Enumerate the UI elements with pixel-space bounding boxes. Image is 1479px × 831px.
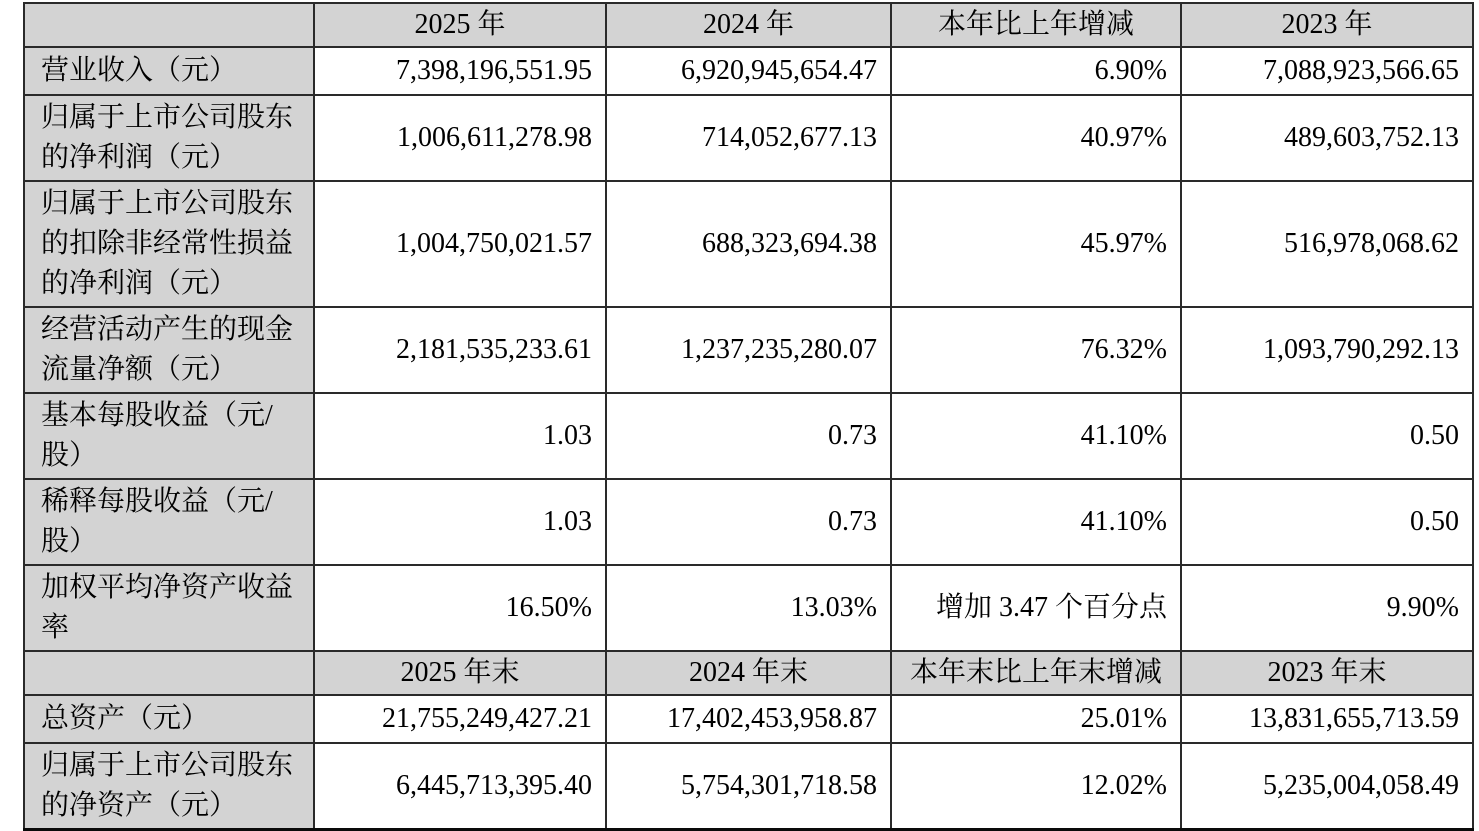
cell-value: 0.50 [1181,479,1473,565]
cell-value: 714,052,677.13 [606,95,891,181]
cell-value: 1,093,790,292.13 [1181,307,1473,393]
row-label: 归属于上市公司股东的净资产（元） [24,743,314,830]
cell-value: 1,006,611,278.98 [314,95,606,181]
row-label: 归属于上市公司股东的净利润（元） [24,95,314,181]
cell-value: 16.50% [314,565,606,651]
cell-value: 增加 3.47 个百分点 [891,565,1181,651]
row-label: 归属于上市公司股东的扣除非经常性损益的净利润（元） [24,181,314,307]
cell-value: 0.50 [1181,393,1473,479]
header-corner-cell [24,651,314,695]
cell-value: 1.03 [314,479,606,565]
column-header-2023: 2023 年 [1181,3,1473,47]
table-row-net-assets [24,743,1473,830]
cell-value: 45.97% [891,181,1181,307]
cell-value: 12.02% [891,743,1181,830]
column-header-2025-yearend: 2025 年末 [314,651,606,695]
table-row-net-profit [24,95,1473,181]
table-row-net-profit-excl-nonrecurring [24,181,1473,307]
table-header-row-annual [24,3,1473,47]
cell-value: 0.73 [606,393,891,479]
cell-value: 1.03 [314,393,606,479]
header-corner-cell [24,3,314,47]
table-row-diluted-eps [24,479,1473,565]
column-header-yearend-change: 本年末比上年末增减 [891,651,1181,695]
cell-value: 5,235,004,058.49 [1181,743,1473,830]
cell-value: 17,402,453,958.87 [606,695,891,743]
cell-value: 40.97% [891,95,1181,181]
table-row-weighted-avg-roe [24,565,1473,651]
row-label: 总资产（元） [24,695,314,743]
cell-value: 7,088,923,566.65 [1181,47,1473,95]
table-row-revenue [24,47,1473,95]
row-label: 营业收入（元） [24,47,314,95]
cell-value: 2,181,535,233.61 [314,307,606,393]
cell-value: 5,754,301,718.58 [606,743,891,830]
cell-value: 13,831,655,713.59 [1181,695,1473,743]
cell-value: 41.10% [891,479,1181,565]
cell-value: 6.90% [891,47,1181,95]
cell-value: 76.32% [891,307,1181,393]
cell-value: 489,603,752.13 [1181,95,1473,181]
column-header-2024: 2024 年 [606,3,891,47]
cell-value: 0.73 [606,479,891,565]
row-label: 基本每股收益（元/股） [24,393,314,479]
cell-value: 6,920,945,654.47 [606,47,891,95]
cell-value: 41.10% [891,393,1181,479]
column-header-2023-yearend: 2023 年末 [1181,651,1473,695]
cell-value: 1,237,235,280.07 [606,307,891,393]
financial-summary-table [23,2,1474,831]
row-label: 经营活动产生的现金流量净额（元） [24,307,314,393]
cell-value: 516,978,068.62 [1181,181,1473,307]
cell-value: 9.90% [1181,565,1473,651]
table-row-operating-cash-flow [24,307,1473,393]
table-row-basic-eps [24,393,1473,479]
cell-value: 1,004,750,021.57 [314,181,606,307]
cell-value: 13.03% [606,565,891,651]
cell-value: 6,445,713,395.40 [314,743,606,830]
table-row-total-assets [24,695,1473,743]
row-label: 稀释每股收益（元/股） [24,479,314,565]
row-label: 加权平均净资产收益率 [24,565,314,651]
column-header-yoy-change: 本年比上年增减 [891,3,1181,47]
cell-value: 21,755,249,427.21 [314,695,606,743]
column-header-2024-yearend: 2024 年末 [606,651,891,695]
cell-value: 25.01% [891,695,1181,743]
table-header-row-yearend [24,651,1473,695]
column-header-2025: 2025 年 [314,3,606,47]
cell-value: 7,398,196,551.95 [314,47,606,95]
cell-value: 688,323,694.38 [606,181,891,307]
